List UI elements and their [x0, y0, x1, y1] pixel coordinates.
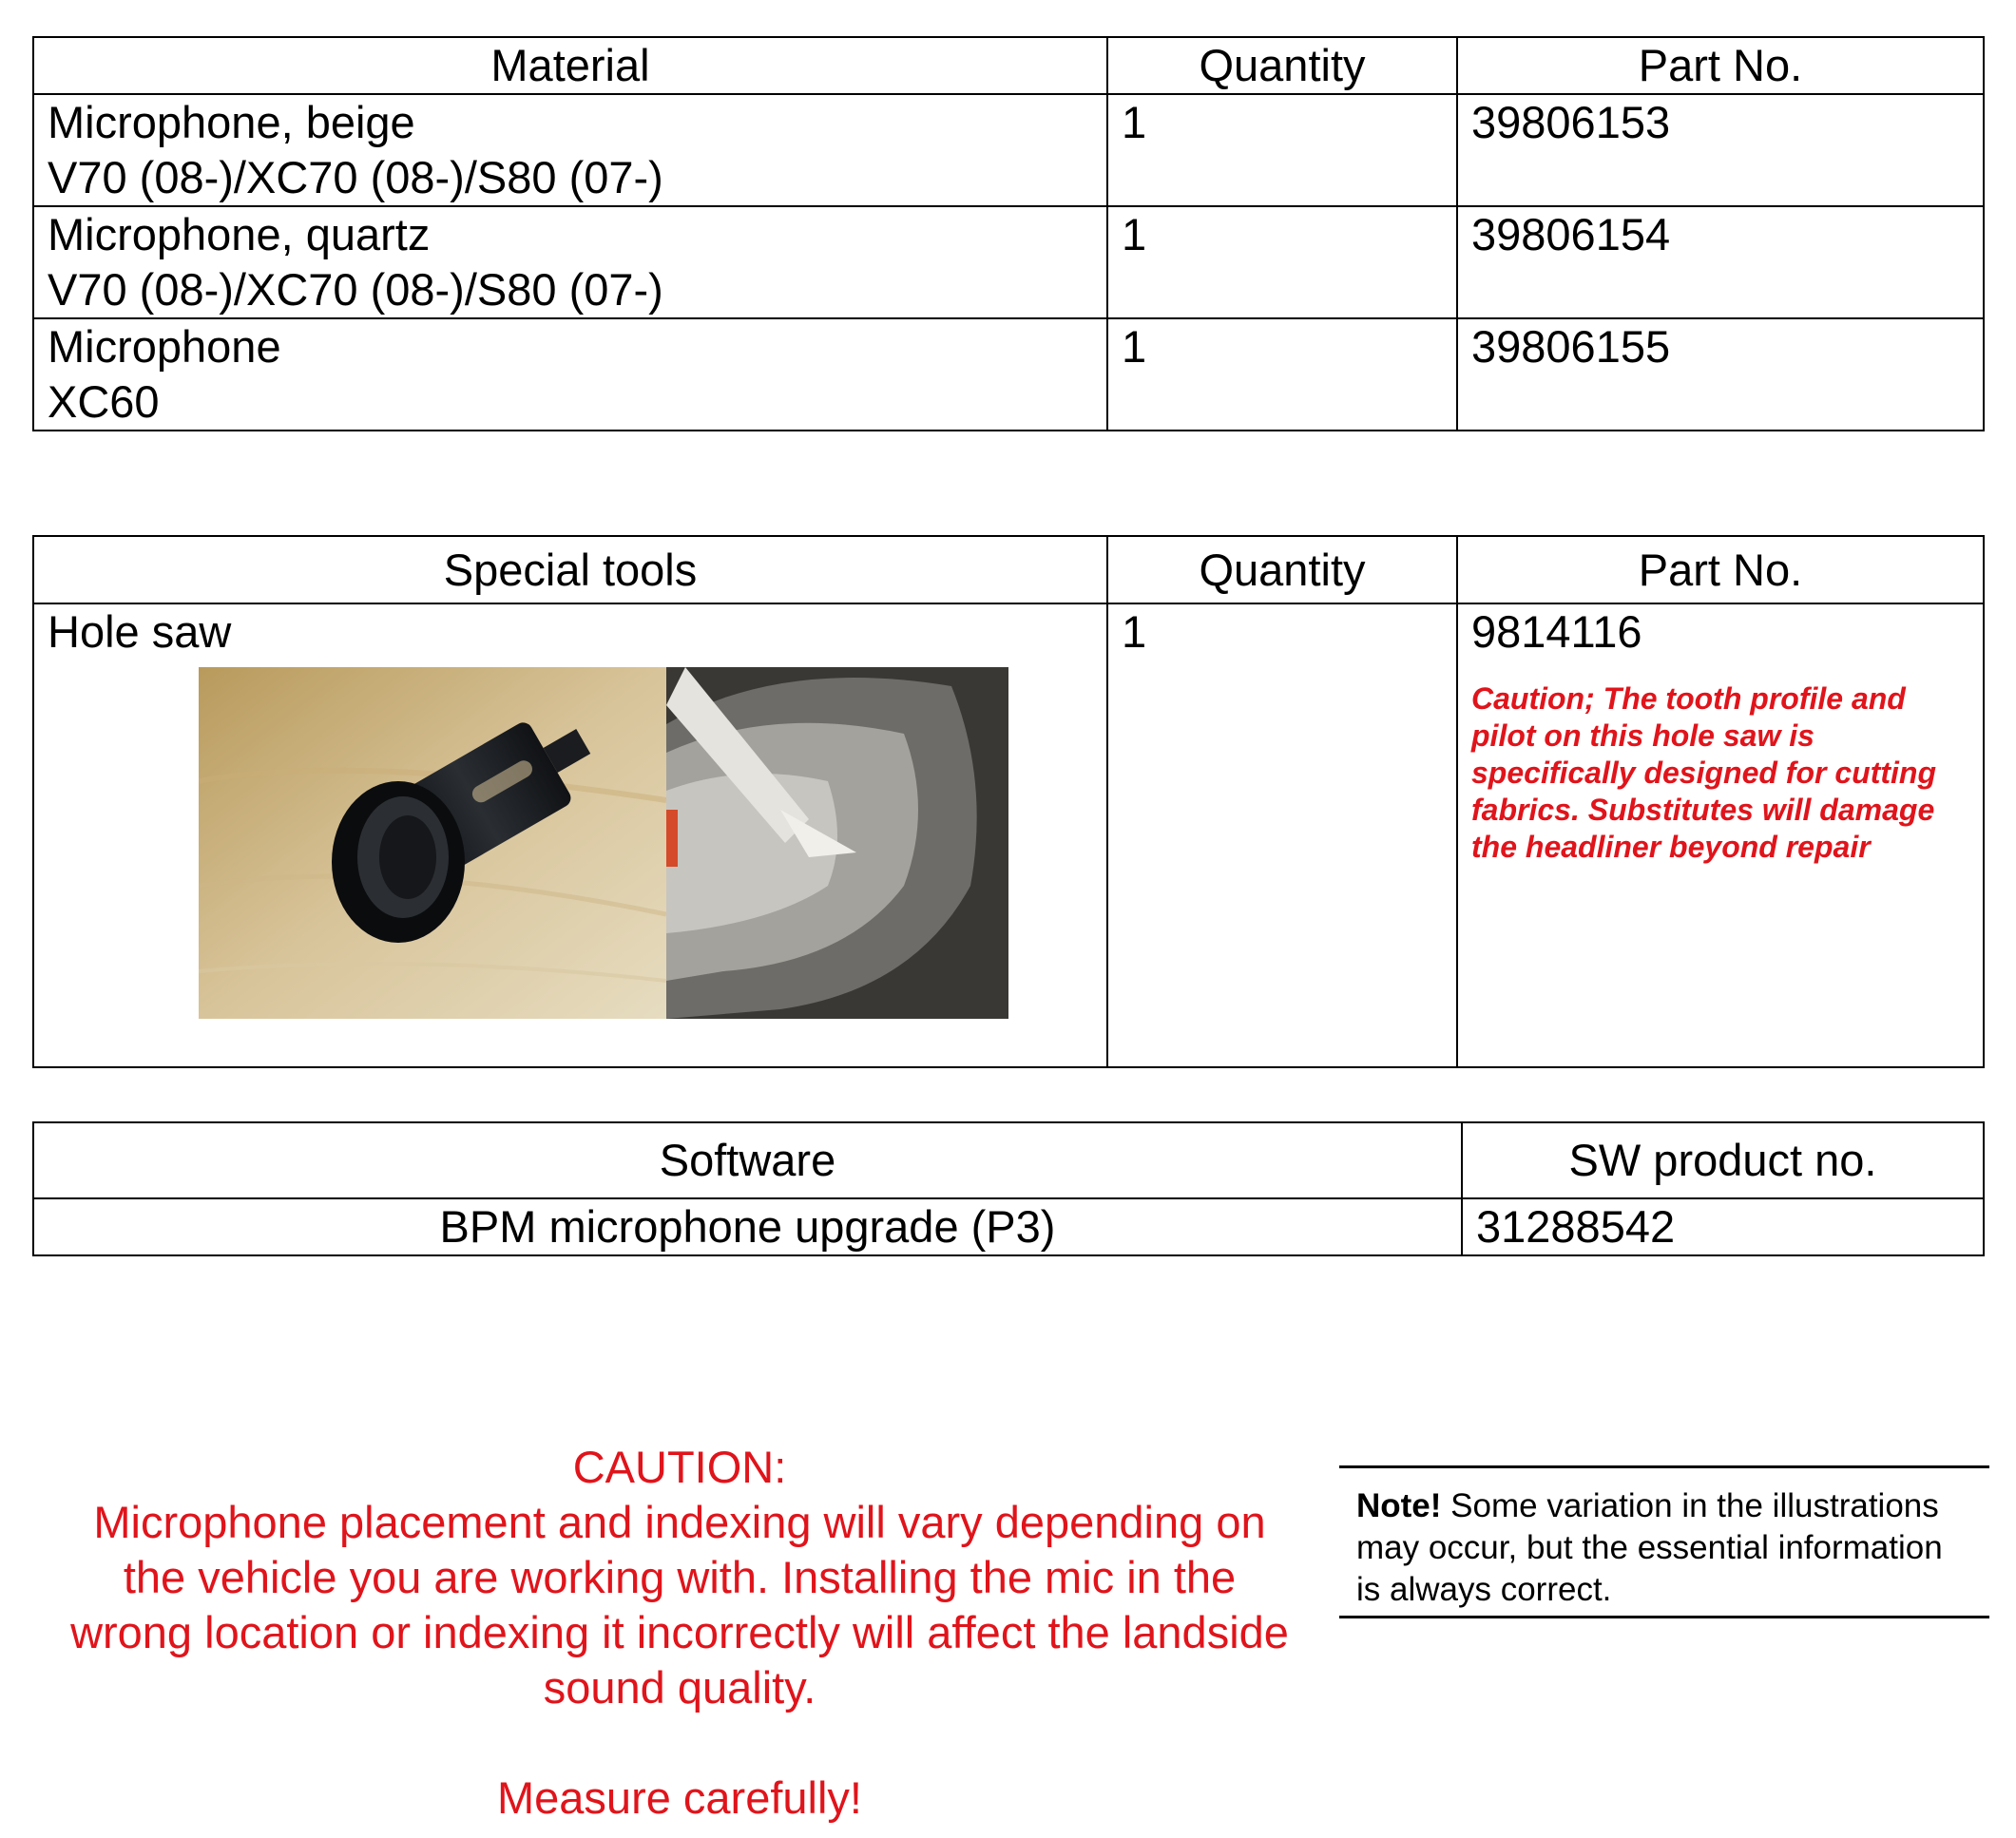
part-no-cell: 39806154: [1457, 206, 1984, 318]
special-tools-table: [32, 535, 1985, 1068]
quantity-header: Quantity: [1107, 37, 1457, 94]
table-row: [33, 318, 1984, 431]
table-header-row: [33, 1122, 1984, 1198]
caution-footer: Measure carefully!: [497, 1772, 862, 1823]
material-cell: [33, 318, 1107, 431]
note-box: [1339, 1465, 1989, 1618]
software-header: Software: [33, 1122, 1462, 1198]
hole-saw-cut-photo: [666, 667, 1008, 1019]
quantity-cell: 1: [1107, 94, 1457, 206]
caution-body: Microphone placement and indexing will vary depending on the vehicle you are working with. Installing the mic in the wrong location or indexing it incorrectly will affect the landside sound quality.: [70, 1497, 1289, 1713]
software-name-cell: BPM microphone upgrade (P3): [33, 1198, 1462, 1255]
material-header: Material: [33, 37, 1107, 94]
tool-cell: [33, 603, 1107, 1067]
table-header-row: [33, 37, 1984, 94]
quantity-header: Quantity: [1107, 536, 1457, 603]
caution-title: CAUTION:: [572, 1442, 787, 1492]
part-no-cell: [1457, 603, 1984, 1067]
material-cell: [33, 206, 1107, 318]
table-header-row: [33, 536, 1984, 603]
material-models: XC60: [48, 376, 160, 427]
note-text: Some variation in the illustrations may occur, but the essential information is always correct.: [1356, 1487, 1943, 1608]
note-label: Note!: [1356, 1487, 1442, 1524]
part-no-cell: 39806155: [1457, 318, 1984, 431]
materials-table: [32, 36, 1985, 431]
hole-saw-photo: [199, 667, 666, 1019]
quantity-cell: 1: [1107, 318, 1457, 431]
material-name: Microphone, beige: [48, 97, 415, 147]
software-table: [32, 1121, 1985, 1256]
material-name: Microphone: [48, 321, 281, 372]
part-no-header: Part No.: [1457, 536, 1984, 603]
quantity-cell: 1: [1107, 206, 1457, 318]
tool-caution-text: Caution; The tooth profile and pilot on this hole saw is specifically designed for cutting fabrics. Substitutes will damage the headliner beyond repair: [1471, 681, 1936, 864]
tool-photos: [199, 667, 1008, 1019]
material-cell: [33, 94, 1107, 206]
material-name: Microphone, quartz: [48, 209, 431, 259]
sw-product-no-cell: 31288542: [1462, 1198, 1984, 1255]
sw-product-no-header: SW product no.: [1462, 1122, 1984, 1198]
quantity-cell: 1: [1107, 603, 1457, 1067]
material-models: V70 (08-)/XC70 (08-)/S80 (07-): [48, 264, 663, 315]
special-tools-header: Special tools: [33, 536, 1107, 603]
tool-name: Hole saw: [48, 606, 232, 657]
material-models: V70 (08-)/XC70 (08-)/S80 (07-): [48, 152, 663, 202]
part-no-cell: 39806153: [1457, 94, 1984, 206]
table-row: [33, 603, 1984, 1067]
caution-block: [57, 1440, 1302, 1826]
part-no-value: 9814116: [1471, 606, 1642, 657]
part-no-header: Part No.: [1457, 37, 1984, 94]
table-row: [33, 1198, 1984, 1255]
table-row: [33, 94, 1984, 206]
table-row: [33, 206, 1984, 318]
